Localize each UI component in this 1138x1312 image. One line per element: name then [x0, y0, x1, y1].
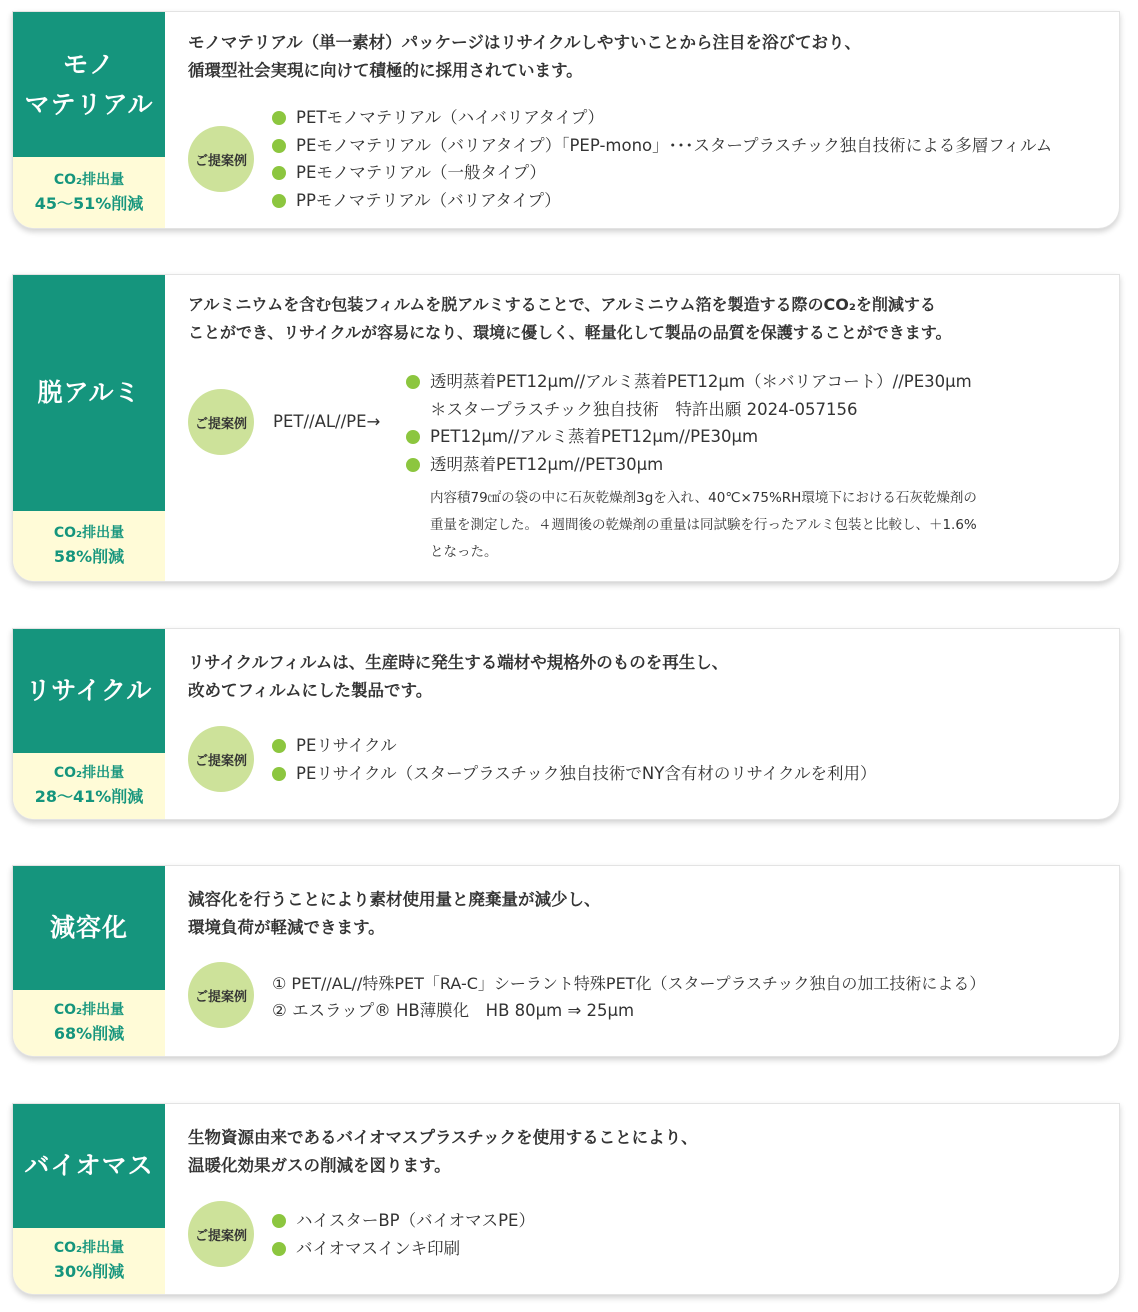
co2-box: [13, 990, 165, 1056]
section-card-de-aluminum: [12, 274, 1120, 582]
proposal-list: [406, 368, 972, 478]
co2-value: 45～51%削減: [34, 193, 144, 213]
co2-value: 68%削減: [53, 1024, 125, 1043]
section-card-biomass: [12, 1103, 1120, 1295]
list-item-note: ＊スタープラスチック独自技術 特許出願 2024-057156: [430, 399, 858, 419]
proposal-list: [272, 1207, 535, 1262]
co2-box: [13, 753, 165, 819]
bullet-icon: [272, 194, 286, 208]
section-card-recycle: [12, 628, 1120, 820]
section-description: 減容化を行うことにより素材使用量と廃棄量が減少し、 環境負荷が軽減できます。: [188, 890, 601, 937]
co2-box: [13, 511, 165, 581]
list-item: ハイスターBP（バイオマスPE）: [272, 1207, 535, 1235]
proposal-badge: ご提案例: [188, 962, 254, 1028]
list-item: PETモノマテリアル（ハイバリアタイプ）: [272, 104, 1052, 132]
section-side: [13, 629, 165, 819]
bullet-icon: [272, 739, 286, 753]
proposal-list: [272, 732, 877, 787]
section-description: モノマテリアル（単一素材）パッケージはリサイクルしやすいことから注目を浴びており、 循環型社会実現に向けて積極的に採用されています。: [188, 33, 862, 80]
structure-prefix: PET//AL//PE→: [273, 412, 381, 431]
bullet-icon: [406, 430, 420, 444]
section-title: バイオマス: [13, 1104, 165, 1228]
co2-label: CO₂排出量: [53, 765, 125, 781]
section-description: 生物資源由来であるバイオマスプラスチックを使用することにより、 温暖化効果ガスの削減を図ります。: [188, 1128, 698, 1175]
proposal-badge: ご提案例: [188, 726, 254, 792]
bullet-icon: [272, 767, 286, 781]
co2-value: 30%削減: [53, 1262, 125, 1281]
co2-label: CO₂排出量: [53, 525, 125, 541]
bullet-icon: [272, 139, 286, 153]
list-item: ① PET//AL//特殊PET「RA-C」シーラント特殊PET化（スタープラスチック独自の加工技術による）: [272, 974, 986, 993]
list-item: バイオマスインキ印刷: [272, 1235, 535, 1263]
list-item: PPモノマテリアル（バリアタイプ）: [272, 187, 1052, 215]
list-item: PET12μm//アルミ蒸着PET12μm//PE30μm: [406, 423, 972, 451]
list-item: PEリサイクル（スタープラスチック独自技術でNY含有材のリサイクルを利用）: [272, 760, 877, 788]
proposal-badge: ご提案例: [188, 126, 254, 192]
section-title: 減容化: [13, 866, 165, 990]
co2-value: 28～41%削減: [34, 787, 144, 806]
co2-label: CO₂排出量: [53, 171, 125, 188]
list-item: 透明蒸着PET12μm//PET30μm: [406, 451, 972, 479]
list-item: ② エスラップ® HB薄膜化 HB 80μm ⇒ 25μm: [272, 1001, 635, 1020]
co2-box: [13, 157, 165, 228]
proposal-badge: ご提案例: [188, 1201, 254, 1267]
list-item: PEモノマテリアル（一般タイプ）: [272, 159, 1052, 187]
bullet-icon: [272, 111, 286, 125]
list-item: PEモノマテリアル（バリアタイプ）「PEP-mono」･･･スタープラスチック独自技術による多層フィルム: [272, 132, 1052, 160]
proposal-badge: ご提案例: [188, 389, 254, 455]
bullet-icon: [272, 1214, 286, 1228]
co2-box: [13, 1228, 165, 1294]
bullet-icon: [406, 458, 420, 472]
bullet-icon: [406, 375, 420, 389]
bullet-icon: [272, 166, 286, 180]
section-side: [13, 1104, 165, 1294]
section-side: [13, 866, 165, 1056]
section-description: アルミニウムを含む包装フィルムを脱アルミすることで、アルミニウム箔を製造する際のCO₂を削減する ことができ、リサイクルが容易になり、環境に優しく、軽量化して製品の品質を保護することができます。: [188, 295, 952, 342]
section-title: モノ マテリアル: [13, 12, 165, 157]
list-item: 透明蒸着PET12μm//アルミ蒸着PET12μm（＊バリアコート）//PE30μm: [406, 368, 972, 396]
section-title: リサイクル: [13, 629, 165, 753]
section-description: リサイクルフィルムは、生産時に発生する端材や規格外のものを再生し、 改めてフィルムにした製品です。: [188, 653, 729, 700]
section-card-mono-material: [12, 11, 1120, 229]
proposal-enum-list: [272, 970, 985, 1024]
proposal-list: [272, 104, 1052, 214]
co2-label: CO₂排出量: [53, 1002, 125, 1018]
co2-label: CO₂排出量: [53, 1240, 125, 1256]
test-note: 内容積79㎠の袋の中に石灰乾燥剤3gを入れ、40℃×75%RH環境下における石灰乾燥剤の 重量を測定した。４週間後の乾燥剤の重量は同試験を行ったアルミ包装と比較し、＋1.6% となった。: [430, 490, 977, 560]
section-side: [13, 12, 165, 228]
section-side: [13, 275, 165, 581]
co2-value: 58%削減: [53, 547, 125, 566]
list-item: PEリサイクル: [272, 732, 877, 760]
bullet-icon: [272, 1242, 286, 1256]
section-title: 脱アルミ: [13, 275, 165, 511]
section-card-volume-reduction: [12, 865, 1120, 1057]
